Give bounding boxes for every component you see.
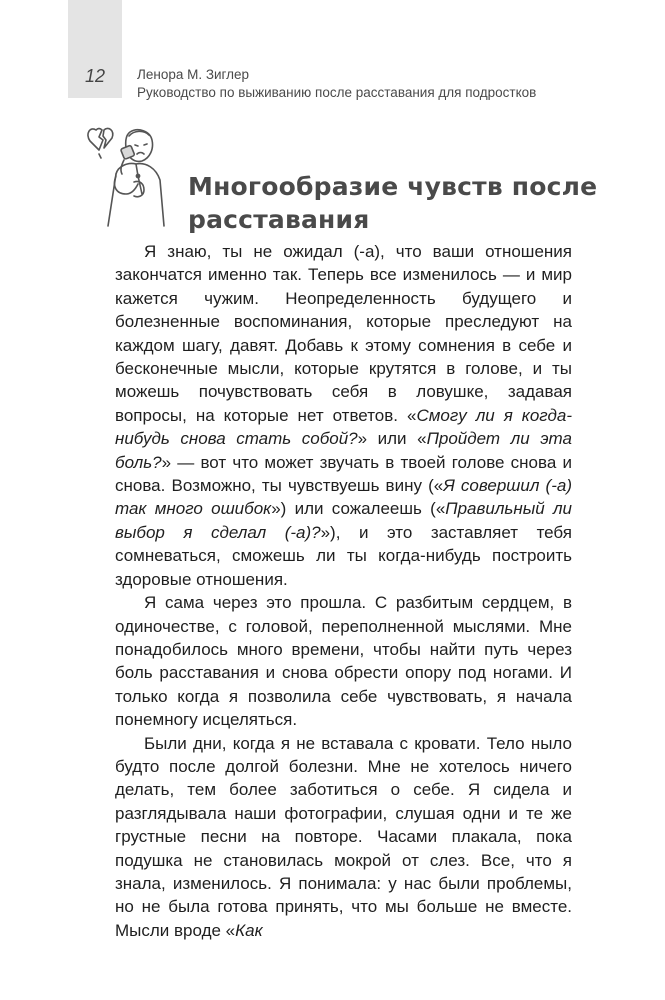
body-paragraph (115, 732, 572, 943)
text-run: Я знаю, ты не ожидал (-а), что ваши отношения закончатся именно так. Теперь все изменилось — и мир кажется чужим. Неопределенность будущего и болезненные воспоминания, которые преследуют на каждом шагу, давят. Добавь к этому сомнения в себе и бесконечные мысли, которые крутятся в голове, и ты можешь почувствовать себя в ловушке, задавая вопросы, на которые нет ответов. « (115, 242, 572, 425)
text-run: » или « (357, 429, 427, 449)
heartbroken-person-illustration (86, 124, 182, 230)
body-paragraph (115, 591, 572, 731)
text-run: » — вот что может звучать в твоей голове снова и снова. Возможно, ты чувствуешь вину (« (115, 452, 572, 496)
text-run: Я сама через это прошла. С разбитым сердцем, в одиночестве, с головой, переполненной мыслями. Мне понадобилось много времени, чтобы найти путь через боль расставания и снова обрести опору под ногами. И только когда я позволила себе чувствовать, я начала понемногу исцеляться. (115, 593, 572, 730)
text-run: »), и это заставляет тебя сомневаться, сможешь ли ты когда-нибудь построить здоровые отношения. (115, 522, 572, 589)
page-number: 12 (84, 66, 106, 86)
chapter-title (188, 170, 597, 236)
chapter-title-line-1: Многообразие чувств после (188, 172, 598, 201)
body-paragraph (115, 240, 572, 591)
chapter-title-line-2: расставания (188, 205, 370, 234)
italic-quote: Смогу ли я когда-нибудь снова стать собой? (115, 405, 572, 449)
running-header (137, 66, 536, 102)
text-run: ») или сожалеешь (« (271, 499, 446, 519)
italic-quote: Как (235, 920, 263, 940)
italic-quote: Я совершил (-а) так много ошибок (115, 476, 572, 519)
header-book-title: Руководство по выживанию после расставания для подростков (137, 85, 537, 100)
italic-quote: Пройдет ли эта боль? (115, 429, 572, 472)
body-text (115, 240, 572, 942)
text-run: Были дни, когда я не вставала с кровати. Тело ныло будто после долгой болезни. Мне не хотелось ничего делать, тем более заботиться о себе. Я сидела и разглядывала наши фотографии, слушая одни и те же грустные песни на повторе. Часами плакала, пока подушка не становилась мокрой от слез. Все, что я знала, изменилось. Я понимала: у нас были проблемы, но не была готова принять, что мы больше не вместе. Мысли вроде « (115, 733, 572, 940)
header-author: Ленора М. Зиглер (137, 67, 250, 82)
italic-quote: Правильный ли выбор я сделал (-а)? (115, 499, 573, 542)
